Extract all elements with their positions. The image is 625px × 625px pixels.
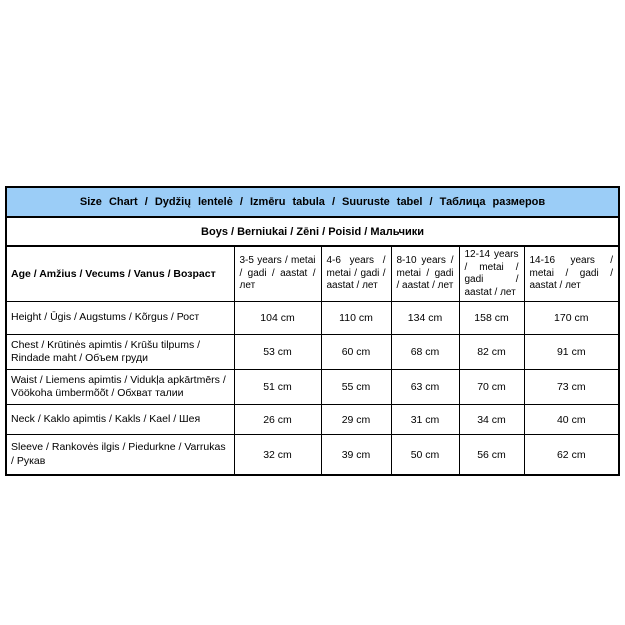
column-header-row xyxy=(6,246,619,302)
value-cell: 32 cm xyxy=(234,435,321,476)
value-cell: 68 cm xyxy=(391,335,459,370)
row-label-chest: Chest / Krūtinės apimtis / Krūšu tilpums / Rindade maht / Объем груди xyxy=(6,335,234,370)
value-cell: 62 cm xyxy=(524,435,619,476)
value-cell: 26 cm xyxy=(234,405,321,435)
row-label-neck: Neck / Kaklo apimtis / Kakls / Kael / Шея xyxy=(6,405,234,435)
value-cell: 56 cm xyxy=(459,435,524,476)
row-label-waist: Waist / Liemens apimtis / Vidukļa apkārtmērs / Vöökoha ümbermõõt / Обхват талии xyxy=(6,370,234,405)
value-cell: 134 cm xyxy=(391,302,459,335)
row-label-height: Height / Ūgis / Augstums / Kõrgus / Рост xyxy=(6,302,234,335)
table-row-sleeve xyxy=(6,435,619,476)
value-cell: 104 cm xyxy=(234,302,321,335)
group-header-boys: Boys / Berniukai / Zēni / Poisid / Мальчики xyxy=(6,217,619,246)
age-column-header-8-10: 8-10 years / metai / gadi / aastat / лет xyxy=(391,246,459,302)
value-cell: 53 cm xyxy=(234,335,321,370)
value-cell: 51 cm xyxy=(234,370,321,405)
value-cell: 91 cm xyxy=(524,335,619,370)
value-cell: 170 cm xyxy=(524,302,619,335)
value-cell: 73 cm xyxy=(524,370,619,405)
table-row-height xyxy=(6,302,619,335)
size-chart-container xyxy=(5,186,618,476)
value-cell: 34 cm xyxy=(459,405,524,435)
table-row-chest xyxy=(6,335,619,370)
value-cell: 82 cm xyxy=(459,335,524,370)
row-label-sleeve: Sleeve / Rankovės ilgis / Piedurkne / Varrukas / Рукав xyxy=(6,435,234,476)
table-row-neck xyxy=(6,405,619,435)
age-corner-header: Age / Amžius / Vecums / Vanus / Возраст xyxy=(6,246,234,302)
age-column-header-4-6: 4-6 years / metai / gadi / aastat / лет xyxy=(321,246,391,302)
age-column-header-14-16: 14-16 years / metai / gadi / aastat / лет xyxy=(524,246,619,302)
group-header-row xyxy=(6,217,619,246)
value-cell: 50 cm xyxy=(391,435,459,476)
value-cell: 31 cm xyxy=(391,405,459,435)
value-cell: 110 cm xyxy=(321,302,391,335)
value-cell: 70 cm xyxy=(459,370,524,405)
size-chart-table xyxy=(5,186,620,476)
age-column-header-3-5: 3-5 years / metai / gadi / aastat / лет xyxy=(234,246,321,302)
value-cell: 63 cm xyxy=(391,370,459,405)
age-column-header-12-14: 12-14 years / metai / gadi / aastat / лет xyxy=(459,246,524,302)
table-title-row xyxy=(6,187,619,217)
value-cell: 29 cm xyxy=(321,405,391,435)
value-cell: 55 cm xyxy=(321,370,391,405)
table-row-waist xyxy=(6,370,619,405)
value-cell: 60 cm xyxy=(321,335,391,370)
size-chart-title: Size Chart / Dydžių lentelė / Izmēru tabula / Suuruste tabel / Таблица размеров xyxy=(6,187,619,217)
value-cell: 158 cm xyxy=(459,302,524,335)
value-cell: 40 cm xyxy=(524,405,619,435)
value-cell: 39 cm xyxy=(321,435,391,476)
